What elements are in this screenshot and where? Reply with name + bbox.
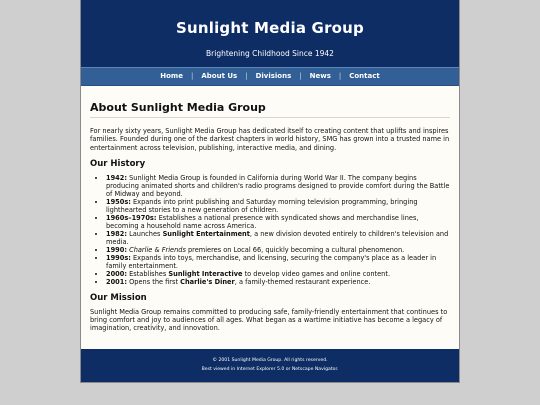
history-item: • 2000: Establishes Sunlight Interactive to develop video games and online content. xyxy=(106,270,450,278)
history-year: 1990s: xyxy=(106,253,131,262)
history-item: • 1990s: Expands into toys, merchandise, and licensing, securing the company's place as a leader in family entertainment. xyxy=(106,254,450,270)
division-name: Sunlight Interactive xyxy=(168,269,243,278)
nav-separator: | xyxy=(190,72,194,80)
history-year: 1982: xyxy=(106,229,127,238)
restaurant-name: Charlie's Diner xyxy=(180,277,235,286)
history-year: 1960s–1970s: xyxy=(106,213,157,222)
site-title: Sunlight Media Group xyxy=(175,19,364,37)
nav-contact[interactable]: Contact xyxy=(349,72,380,80)
main-content xyxy=(81,101,459,333)
history-item: • 2001: Opens the first Charlie's Diner, a family-themed restaurant experience. xyxy=(106,278,450,286)
division-name: Sunlight Entertainment xyxy=(162,229,250,238)
history-item: • 1960s–1970s: Establishes a national presence with syndicated shows and merchandise lines, becoming a household name across America. xyxy=(106,214,450,230)
history-item: • 1942: Sunlight Media Group is founded in California during World War II. The company begins producing animated shorts and children's radio programs designed to provide comfort during the Battle of Midway and beyond. xyxy=(106,174,450,198)
history-item: • 1990: Charlie & Friends premieres on Local 66, quickly becoming a cultural phenomenon. xyxy=(106,246,450,254)
nav-separator: | xyxy=(245,72,248,80)
show-title: Charlie & Friends xyxy=(129,245,186,254)
nav-home[interactable]: Home xyxy=(160,72,183,80)
nav-separator: | xyxy=(338,72,342,80)
nav-news[interactable]: News xyxy=(309,72,331,80)
history-year: 1990: xyxy=(106,245,127,254)
history-year: 2001: xyxy=(106,277,127,286)
history-heading: Our History xyxy=(90,158,146,169)
page-title: About Sunlight Media Group xyxy=(90,101,450,118)
history-item: • 1950s: Expands into print publishing and Saturday morning television programming, bringing lighthearted stories to a new generation of children. xyxy=(106,198,450,214)
intro-paragraph: For nearly sixty years, Sunlight Media Group has dedicated itself to creating content that uplifts and inspires families. Founded during one of the darkest chapters in world history, SMG has grown into a trusted name in entertainment across television, publishing, interactive media, and dining. xyxy=(90,127,450,152)
site-header xyxy=(81,0,459,67)
site-tagline: Brightening Childhood Since 1942 xyxy=(206,49,334,58)
history-year: 1942: xyxy=(106,173,127,182)
main-nav xyxy=(81,67,459,86)
history-list xyxy=(90,174,450,286)
mission-paragraph: Sunlight Media Group remains committed to producing safe, family-friendly entertainment that continues to bring comfort and joy to audiences of all ages. What began as a wartime initiative has become a legacy of imagination, creativity, and innovation. xyxy=(90,307,448,333)
footer-browser-note: Best viewed in Internet Explorer 5.0 or Netscape Navigator. xyxy=(201,367,339,372)
nav-divisions[interactable]: Divisions xyxy=(255,72,292,80)
page-container xyxy=(80,0,460,383)
site-footer xyxy=(81,349,459,382)
nav-separator: | xyxy=(299,72,302,80)
history-year: 2000: xyxy=(106,269,127,278)
history-item: • 1982: Launches Sunlight Entertainment, a new division devoted entirely to children's television and media. xyxy=(106,230,450,246)
footer-copyright: © 2001 Sunlight Media Group. All rights reserved. xyxy=(212,358,328,363)
mission-heading: Our Mission xyxy=(90,292,147,303)
history-year: 1950s: xyxy=(106,197,131,206)
nav-about-us[interactable]: About Us xyxy=(201,72,238,80)
